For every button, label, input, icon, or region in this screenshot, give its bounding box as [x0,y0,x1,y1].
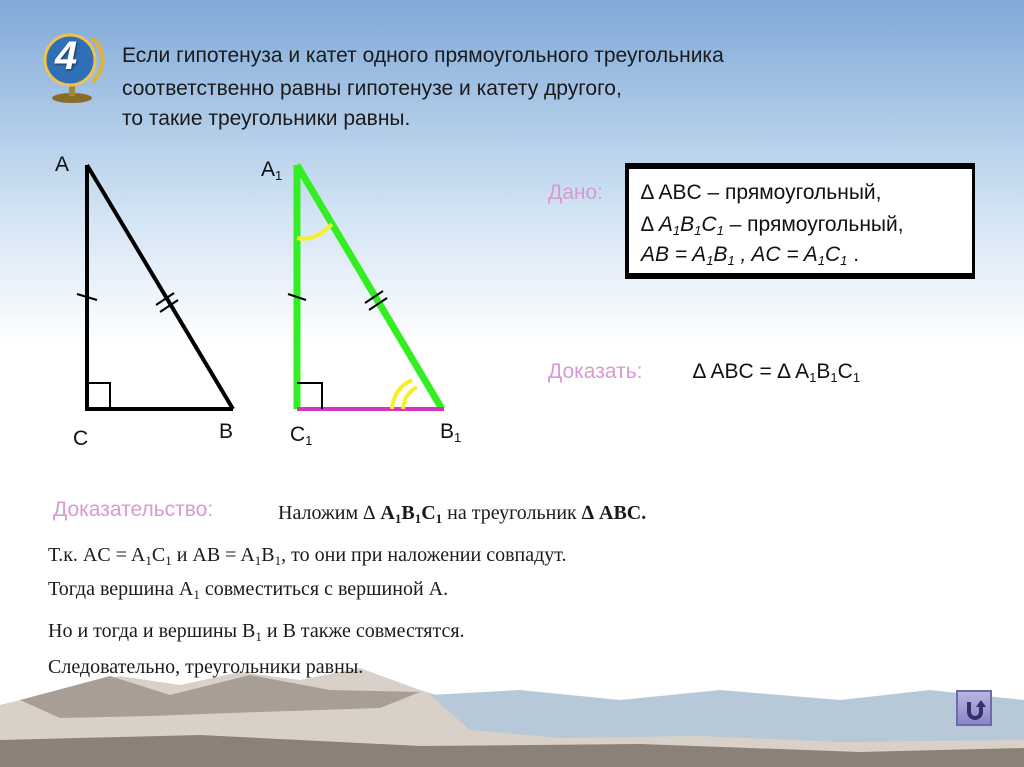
theorem-title-line-1: Если гипотенуза и катет одного прямоугольного треугольника [122,44,724,67]
vertex-b-label: B [219,420,234,443]
vertex-a-label: A [55,153,70,176]
angle-b1-arc-2 [403,387,417,409]
given-label: Дано: [548,181,604,204]
prove-label: Доказать: [548,360,643,383]
triangle-a1b1c1 [288,165,444,409]
given-box [625,163,975,279]
hypotenuse-a1b1 [297,165,442,409]
right-angle-mark-2 [297,383,322,409]
right-angle-mark [87,383,110,409]
triangle-abc [77,165,233,409]
given-line-2: ∆ $A_1B_1C_1$ – прямоугольный, [641,213,904,238]
back-button[interactable] [956,690,992,726]
proof-line-4: Но и тогда и вершины $B_1$ и B также совместятся. [48,620,465,644]
angle-a1-arc [297,224,332,239]
vertex-c1-label: $C_1$ [290,423,313,448]
proof-line-3: Тогда вершина $A_1$ совместиться с вершиной A. [48,578,449,602]
proof-label: Доказательство: [53,498,214,521]
given-line-1: ∆ ABC – прямоугольный, [641,181,882,204]
hypotenuse-ab [87,165,233,409]
proof-line-1: Наложим ∆ $A_1B_1C_1$ на треугольник ∆ ABC. [278,502,647,526]
theorem-title-line-3: то такие треугольники равны. [122,107,411,130]
vertex-a1-label: $A_1$ [261,158,283,183]
return-arrow-icon [962,696,988,722]
vertex-c-label: C [73,427,89,450]
theorem-title-line-2: соответственно равны гипотенузе и катету другого, [122,77,622,100]
given-line-3: AB = $A_1B_1$ , AC = $A_1C_1$ . [641,243,860,268]
vertex-b1-label: $B_1$ [440,420,462,445]
badge-number: 4 [55,34,78,78]
proof-line-5: Следовательно, треугольники равны. [48,656,364,678]
prove-statement: ∆ ABC = ∆ $A_1B_1C_1$ [693,360,861,385]
proof-line-2: Т.к. AC = $A_1C_1$ и AB = $A_1B_1$, то они при наложении совпадут. [48,544,567,568]
